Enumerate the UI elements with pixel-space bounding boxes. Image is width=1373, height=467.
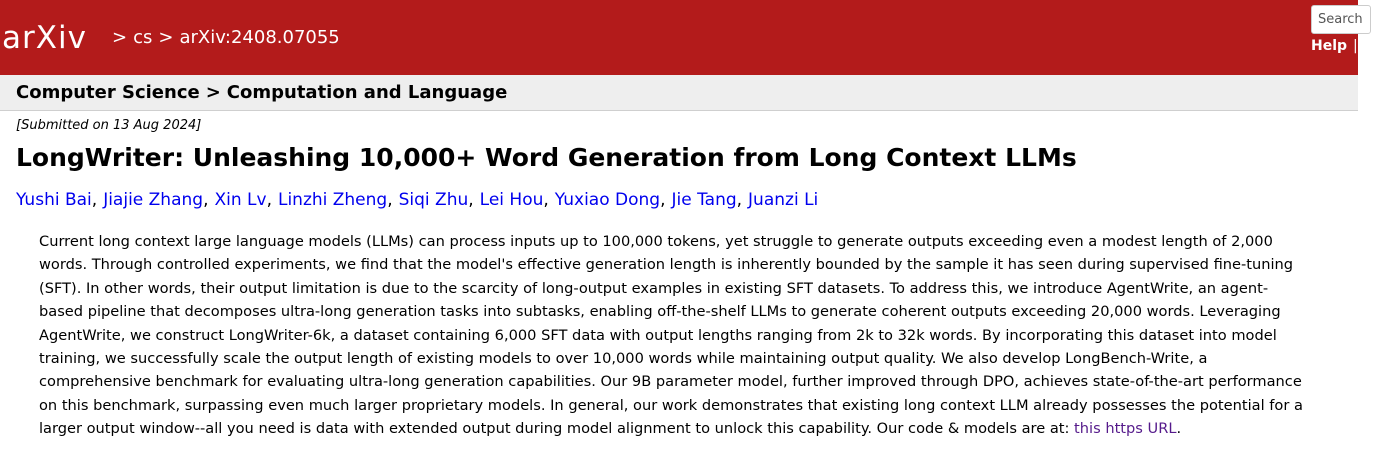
author-link[interactable]: Linzhi Zheng <box>277 190 388 210</box>
abstract-line: AgentWrite, we construct LongWriter-6k, a dataset containing 6,000 SFT data with output lengths ranging from 2k to 32k words. By incorporating this dataset into model <box>39 326 1277 344</box>
breadcrumb-category-link[interactable]: cs <box>133 27 153 48</box>
author-comma: , <box>736 190 743 210</box>
subject-child: Computation and Language <box>226 82 508 103</box>
breadcrumb <box>112 27 340 49</box>
author-link[interactable]: Juanzi Li <box>748 190 819 210</box>
subject-bar <box>0 75 1358 111</box>
author-comma: , <box>387 190 393 210</box>
abstract-line: on this benchmark, surpassing even much larger proprietary models. In general, our work demonstrates that existing long context LLM already possesses the potential for a <box>39 396 1303 414</box>
author-link[interactable]: Jiajie Zhang <box>103 190 204 210</box>
author-link[interactable]: Xin Lv <box>214 190 267 210</box>
breadcrumb-separator: > <box>158 27 174 48</box>
abstract-end: . <box>1176 420 1182 438</box>
author-link[interactable]: Lei Hou <box>479 190 544 210</box>
author-comma: , <box>266 190 272 210</box>
author-link[interactable]: Yuxiao Dong <box>554 190 661 210</box>
help-link[interactable]: Help <box>1311 38 1348 54</box>
abstract-line: (SFT). In other words, their output limitation is due to the scarcity of long-output examples in existing SFT datasets. To address this, we introduce AgentWrite, an agent- <box>39 279 1269 297</box>
author-comma: , <box>203 190 209 210</box>
breadcrumb-paper-id: arXiv:2408.07055 <box>179 27 340 48</box>
subject-parent: Computer Science <box>16 82 200 103</box>
author-comma: , <box>543 190 549 210</box>
abstract-line: Current long context large language models (LLMs) can process inputs up to 100,000 tokens, yet struggle to generate outputs exceeding even a modest length of 2,000 <box>39 233 1273 250</box>
arxiv-logo-text: arXiv <box>2 20 87 56</box>
author-comma: , <box>660 190 666 210</box>
search-input[interactable]: Search <box>1311 5 1371 34</box>
author-link[interactable]: Siqi Zhu <box>398 190 469 210</box>
help-links <box>1311 38 1373 54</box>
breadcrumb-separator: > <box>112 27 128 48</box>
author-link[interactable]: Yushi Bai <box>16 190 92 210</box>
submission-date: [Submitted on 13 Aug 2024] <box>16 118 202 133</box>
abstract-line: larger output window--all you need is data with extended output during model alignment to unlock this capability. Our code & models are at: <box>39 420 1075 438</box>
code-url-link[interactable]: this https URL <box>1074 420 1177 438</box>
arxiv-logo[interactable] <box>2 20 108 56</box>
abstract-line: training, we successfully scale the output length of existing models to over 10,000 words while maintaining output quality. We also develop LongBench-Write, a <box>39 350 1208 368</box>
abstract-last-line <box>39 417 1339 440</box>
subject-arrow: > <box>205 82 221 103</box>
abstract-line: words. Through controlled experiments, we find that the model's effective generation length is inherently bounded by the sample it has seen during supervised fine-tuning <box>39 256 1294 274</box>
help-separator: | <box>1353 38 1358 54</box>
abstract-line: based pipeline that decomposes ultra-long generation tasks into subtasks, enabling off-the-shelf LLMs to generate coherent outputs exceeding 20,000 words. Leveraging <box>39 303 1281 321</box>
abstract-line: comprehensive benchmark for evaluating ultra-long generation capabilities. Our 9B parameter model, further improved through DPO, achieves state-of-the-art performance <box>39 373 1302 391</box>
subject-breadcrumb <box>16 82 507 104</box>
paper-title: LongWriter: Unleashing 10,000+ Word Generation from Long Context LLMs <box>16 143 1077 172</box>
site-header <box>0 0 1373 75</box>
advanced-search-link[interactable]: A <box>1362 38 1373 54</box>
author-comma: , <box>91 190 98 210</box>
abstract <box>39 230 1339 441</box>
author-comma: , <box>468 190 474 210</box>
author-link[interactable]: Jie Tang <box>671 190 737 210</box>
author-list <box>16 188 818 212</box>
